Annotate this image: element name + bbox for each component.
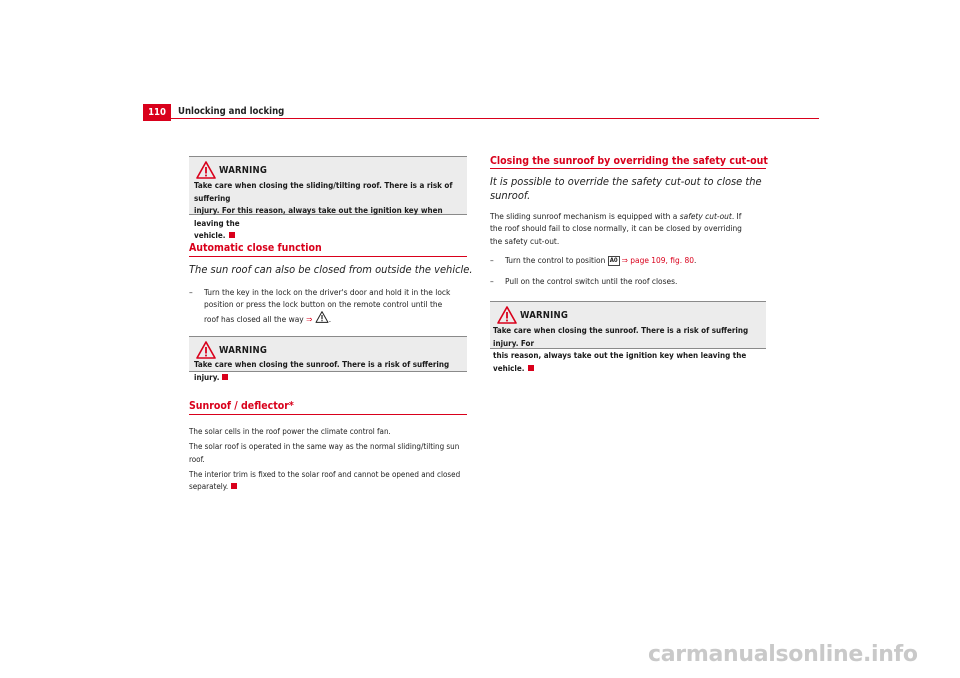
warning-text-line: Take care when closing the sunroof. There is a risk of suffering injury.: [194, 360, 450, 382]
warning-text-line: [493, 350, 765, 375]
end-marker-icon: [229, 232, 235, 238]
watermark: carmanualsonline.info: [648, 642, 918, 667]
instruction-step: [189, 286, 469, 325]
body-text: [189, 426, 469, 493]
position-key-label: A0: [609, 257, 618, 264]
warning-text: [194, 359, 466, 384]
intro-line: the roof should fail to close normally, it can be closed by overriding: [490, 223, 742, 234]
warning-heading: WARNING: [520, 310, 569, 321]
intro-italic: safety cut-out: [679, 211, 732, 221]
section-rule: [189, 256, 467, 257]
paragraph-line: roof.: [189, 454, 205, 464]
step-end: .: [328, 313, 332, 324]
section-title-override: Closing the sunroof by overriding the safety cut-out: [490, 155, 768, 167]
paragraph-line: [189, 481, 469, 493]
subtitle-line: sunroof.: [490, 189, 531, 202]
reference-arrow[interactable]: ⇒: [306, 313, 313, 324]
step-text: Turn the control to position: [505, 255, 606, 265]
intro-paragraph: [490, 210, 770, 247]
warning-text: [493, 325, 765, 375]
warning-text-line: Take care when closing the sliding/tilting roof. There is a risk of suffering: [194, 181, 453, 203]
step-end: .: [693, 255, 697, 265]
end-marker-icon: [528, 365, 534, 371]
instruction-step: [490, 254, 770, 266]
paragraph: [189, 469, 469, 494]
step-dash: –: [189, 287, 193, 297]
intro-line: [490, 210, 770, 222]
step-dash: –: [490, 255, 494, 265]
warning-triangle-icon: [497, 306, 517, 324]
warning-box-override: [490, 301, 766, 373]
instruction-step: [490, 275, 770, 287]
warning-text-line: [194, 230, 466, 243]
paragraph: The solar cells in the roof power the climate control fan.: [189, 427, 391, 436]
intro-text: . If: [731, 211, 742, 221]
page-number: 110: [143, 104, 171, 121]
paragraph-line: The interior trim is fixed to the solar roof and cannot be opened and closed: [189, 469, 461, 479]
paragraph-line: The solar roof is operated in the same way as the normal sliding/tilting sun: [189, 442, 460, 452]
section-title-automatic-close: Automatic close function: [189, 242, 322, 254]
warning-text: [194, 180, 466, 243]
warning-triangle-icon: [315, 311, 332, 324]
step-line: Turn the key in the lock on the driver's door and hold it in the lock: [204, 287, 451, 297]
warning-text-end: vehicle.: [194, 231, 226, 240]
paragraph-end: separately.: [189, 482, 229, 492]
intro-text: The sliding sunroof mechanism is equipped with a: [490, 211, 680, 221]
step-line: roof has closed all the way: [204, 313, 304, 324]
step-text: Pull on the control switch until the roof closes.: [505, 276, 678, 286]
step-dash: –: [490, 276, 494, 286]
section-rule: [490, 168, 766, 169]
warning-text-end: this reason, always take out the ignition key when leaving the vehicle.: [493, 351, 747, 373]
intro-line: the safety cut-out.: [490, 235, 560, 246]
warning-text-line: injury. For this reason, always take out the ignition key when leaving the: [194, 206, 443, 228]
step-line: position or press the lock button on the remote control until the: [204, 299, 443, 310]
header-rule: [171, 118, 819, 119]
warning-box-sliding-roof: [189, 156, 467, 240]
running-header: Unlocking and locking: [178, 106, 285, 117]
section-subtitle: The sun roof can also be closed from outside the vehicle.: [189, 263, 473, 276]
warning-triangle-icon: [196, 161, 216, 179]
paragraph: [189, 441, 469, 466]
section-title-sunroof-deflector: Sunroof / deflector*: [189, 400, 294, 412]
warning-heading: WARNING: [219, 345, 268, 356]
section-subtitle: [490, 175, 770, 203]
end-marker-icon: [222, 374, 228, 380]
warning-box-sunroof: [189, 336, 467, 382]
subtitle-line: It is possible to override the safety cut-out to close the: [490, 175, 762, 188]
end-marker-icon: [231, 483, 237, 489]
warning-heading: WARNING: [219, 165, 268, 176]
page-reference-link[interactable]: ⇒ page 109, fig. 80: [621, 255, 694, 265]
warning-text-line: Take care when closing the sunroof. There is a risk of suffering injury. For: [493, 326, 749, 348]
section-rule: [189, 414, 467, 415]
step-line-last: [204, 311, 469, 325]
warning-triangle-icon: [196, 341, 216, 359]
